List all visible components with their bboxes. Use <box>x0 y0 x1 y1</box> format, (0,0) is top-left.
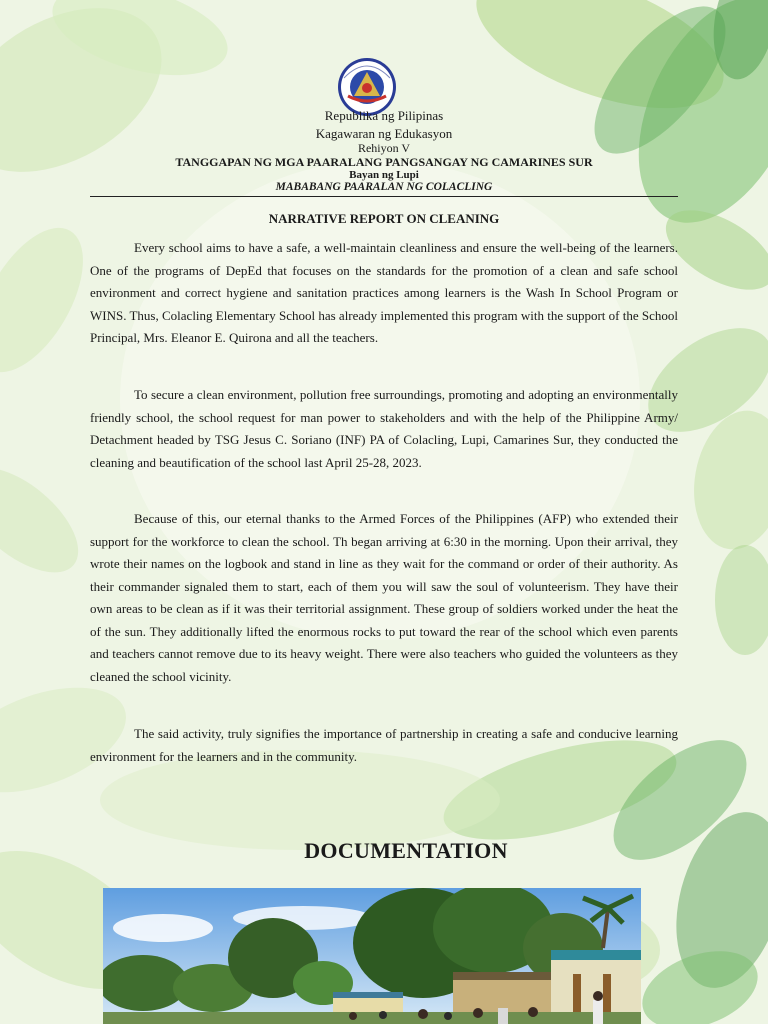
report-paragraph: Because of this, our eternal thanks to the Armed Forces of the Philippines (AFP) who extended their support for the workforce to clean the school. Th began arriving at 6:30 in the morning. Upon their arrival, they wrote their names on the logbook and stand in line as they wait for the command or order of their authority. As their commander signaled them to start, each of them you will saw the soul of volunteerism. They have their own areas to be clean as if it was their territorial assignment. These group of soldiers worked under the heat the of the sun. They additionally lifted the enormous rocks to put toward the rear of the school which even parents and teachers cannot remove due to its heavy weight. There were also teachers who guided the volunteers as they cleaned the school vicinity. <box>90 511 678 684</box>
report-paragraph: To secure a clean environment, pollution free surroundings, promoting and adopting an environmentally friendly school, the school request for man power to stakeholders and with the help of the Philippine Army/ Detachment headed by TSG Jesus C. Soriano (INF) PA of Colacling, Lupi, Camarines Sur, they conducted the cleaning and beautification of the school last April 25-28, 2023. <box>90 387 678 470</box>
documentation-photo <box>103 888 641 1024</box>
department-line: Kagawaran ng Edukasyon <box>315 126 453 141</box>
school-name: MABABANG PAARALAN NG COLACLING <box>275 181 493 193</box>
report-title: NARRATIVE REPORT ON CLEANING <box>268 211 500 226</box>
report-paragraph: The said activity, truly signifies the importance of partnership in creating a safe and conducive learning environment for the learners and in the community. <box>90 726 678 764</box>
header-divider <box>90 196 678 197</box>
documentation-title: DOCUMENTATION <box>304 838 508 863</box>
report-paragraph: Every school aims to have a safe, a well-maintain cleanliness and ensure the well-being of the learners. One of the programs of DepEd that focuses on the standards for the promotion of a clean and safe school environment and correct hygiene and sanitation practices among learners is the Wash In School Program or WINS. Thus, Colacling Elementary School has already implemented this program with the support of the School Principal, Mrs. Eleanor E. Quirona and all the teachers. <box>90 240 678 345</box>
republic-line: Republika ng Pilipinas <box>324 108 444 123</box>
division-office-line: TANGGAPAN NG MGA PAARALANG PANGSANGAY NG CAMARINES SUR <box>175 155 593 169</box>
town-line: Bayan ng Lupi <box>349 169 419 181</box>
region-line: Rehiyon V <box>357 141 411 155</box>
